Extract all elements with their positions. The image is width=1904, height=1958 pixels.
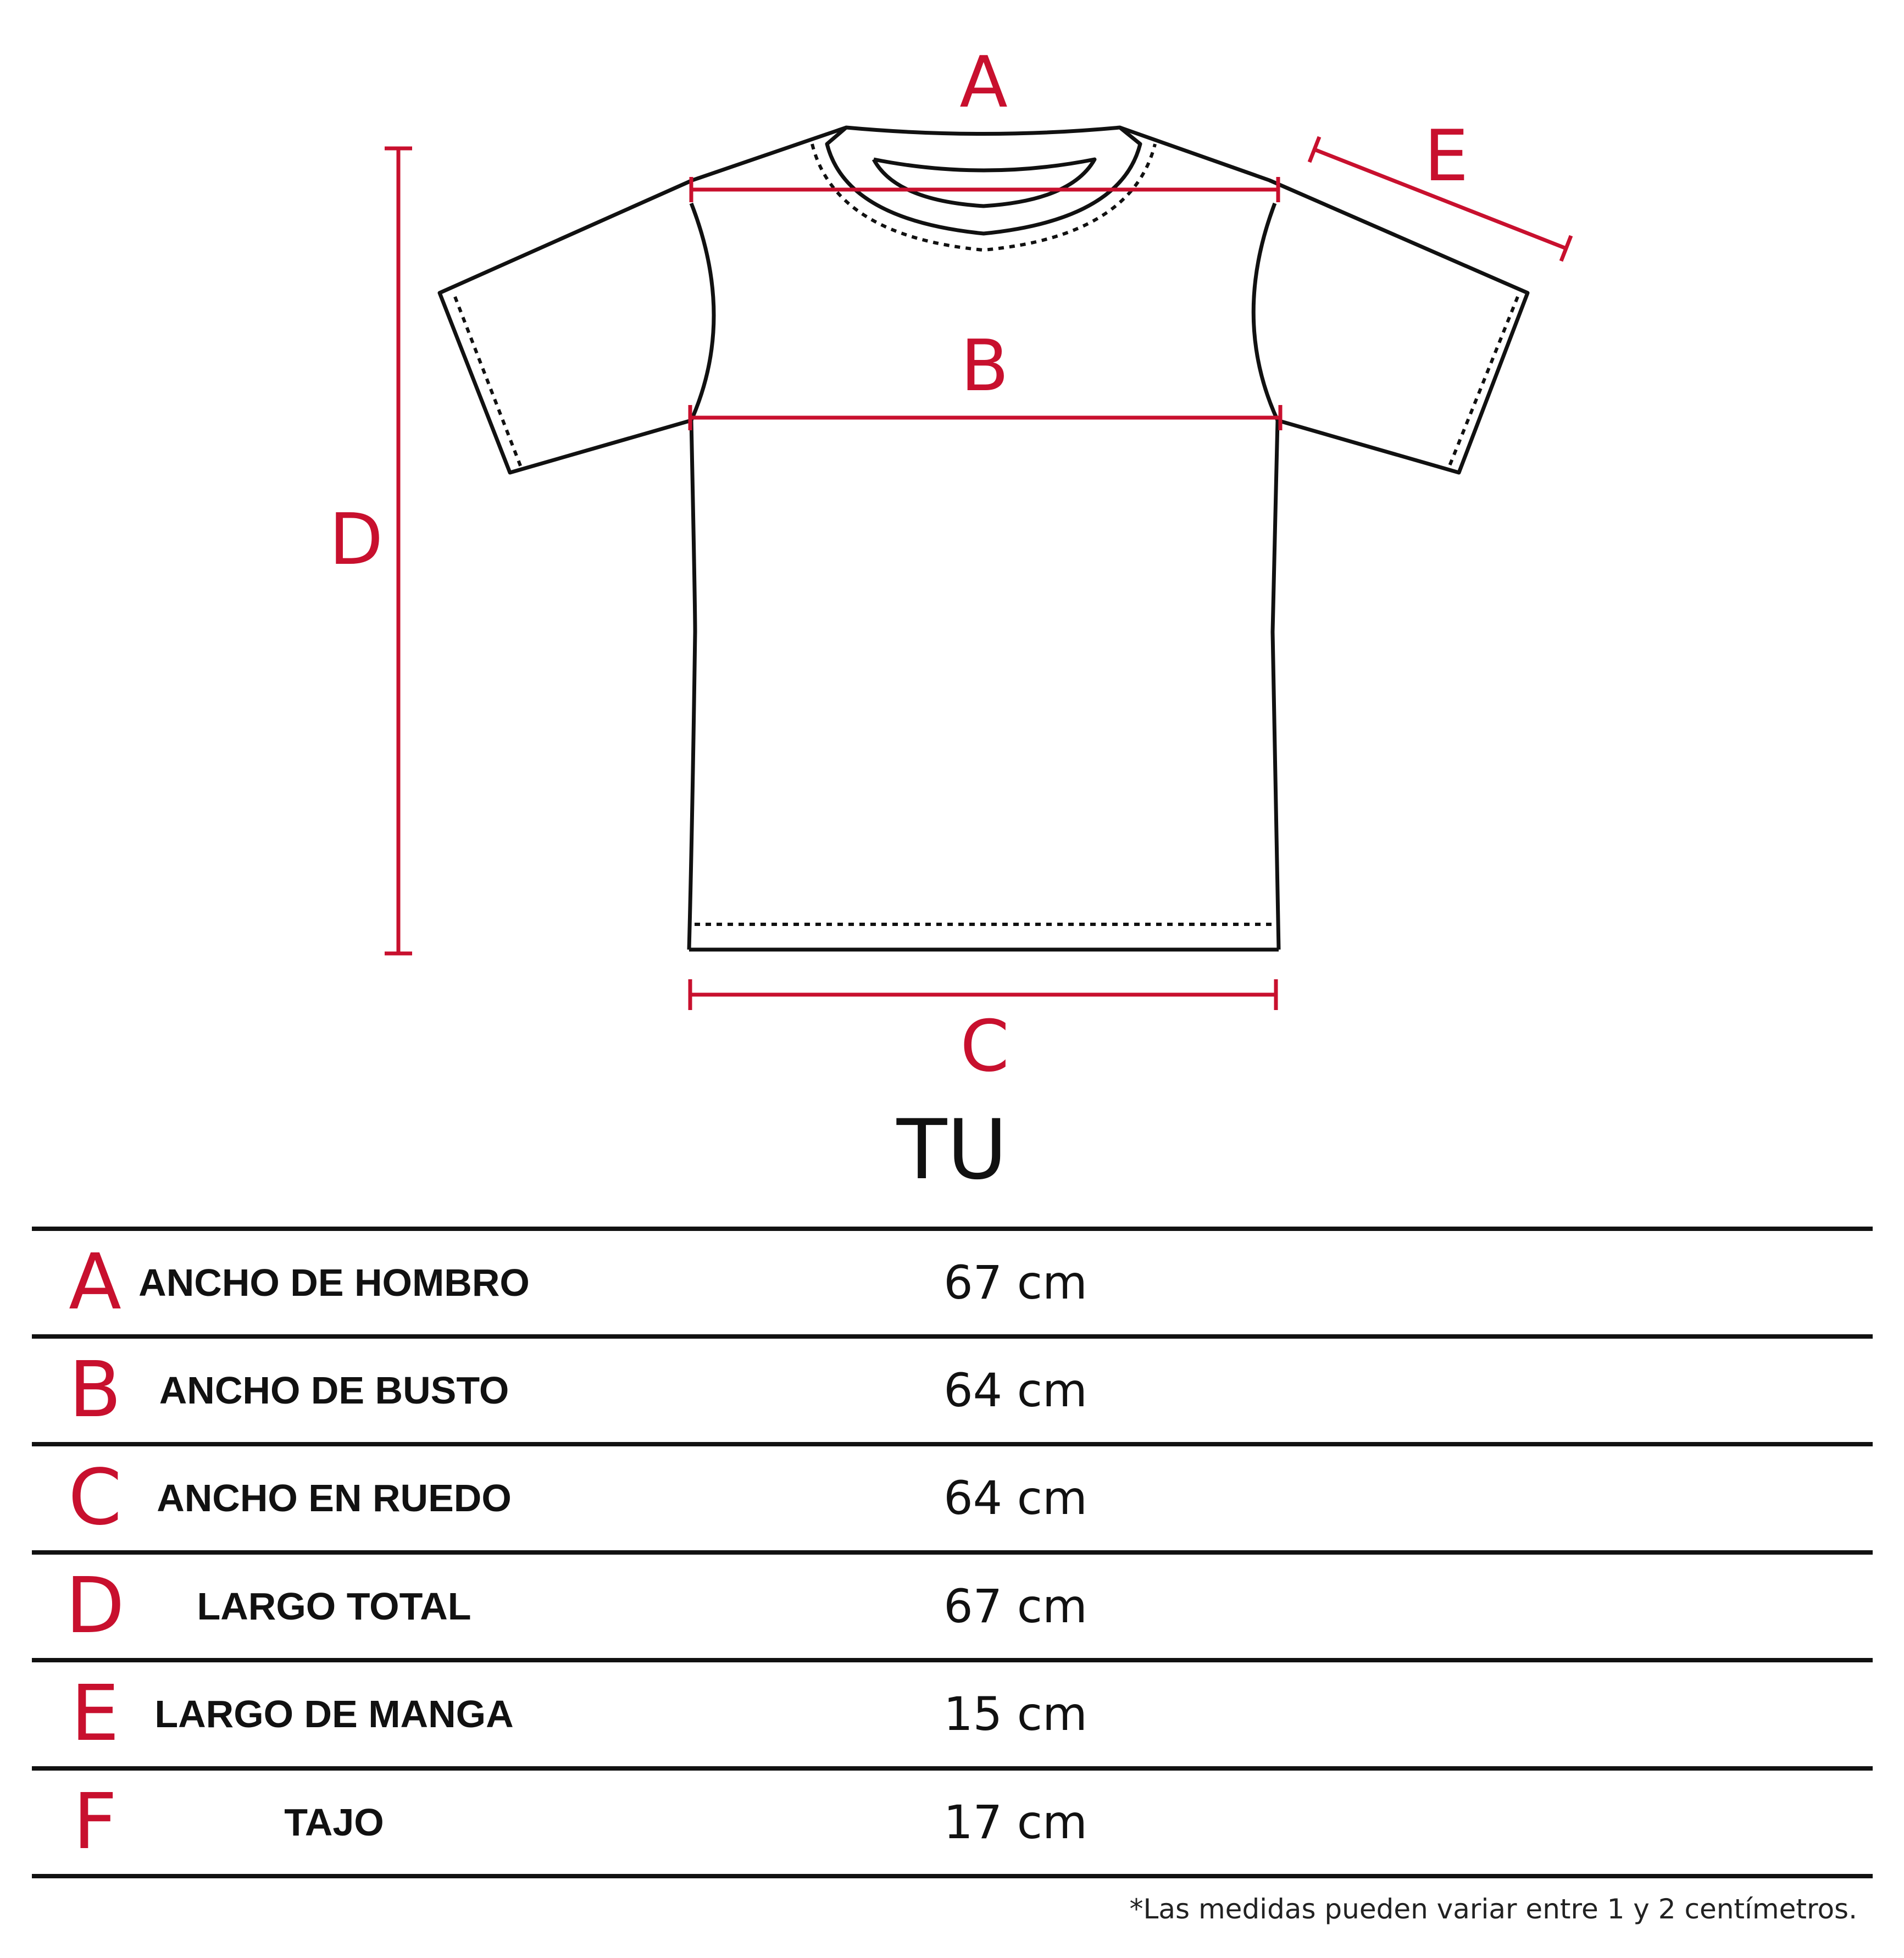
table-rule xyxy=(32,1658,1873,1662)
collar-inner xyxy=(874,159,1095,206)
left-sleeve-stitch xyxy=(455,297,521,467)
table-row xyxy=(32,1231,1873,1334)
table-row xyxy=(32,1446,1873,1550)
dimension-e-letter: E xyxy=(1424,115,1469,197)
row-letter: D xyxy=(65,1561,125,1651)
collar-outer xyxy=(827,127,1140,234)
row-letter: E xyxy=(70,1669,120,1759)
row-letter: C xyxy=(68,1453,122,1543)
right-sleeve-stitch xyxy=(1449,297,1518,467)
table-rule xyxy=(32,1550,1873,1555)
table-rule xyxy=(32,1334,1873,1339)
row-value: 64 cm xyxy=(943,1363,1087,1417)
table-row xyxy=(32,1555,1873,1658)
row-value: 15 cm xyxy=(943,1687,1087,1741)
tshirt-outline xyxy=(440,127,1528,950)
row-value: 17 cm xyxy=(943,1795,1087,1849)
stitch-lines xyxy=(455,144,1518,924)
left-armhole-curve xyxy=(691,203,714,420)
tshirt-left-side xyxy=(440,127,846,950)
row-letter: B xyxy=(68,1345,122,1435)
row-label: ANCHO DE HOMBRO xyxy=(138,1261,530,1304)
table-row xyxy=(32,1339,1873,1442)
right-armhole-curve xyxy=(1253,203,1278,420)
dimension-d-letter: D xyxy=(329,499,384,581)
dimension-lines xyxy=(385,137,1571,1010)
table-rule xyxy=(32,1874,1873,1878)
row-value: 67 cm xyxy=(943,1579,1087,1633)
dimension-b-line xyxy=(690,405,1280,430)
dimension-a-line xyxy=(691,177,1278,202)
dimension-b-letter: B xyxy=(961,325,1009,407)
tshirt-right-side xyxy=(1120,127,1528,950)
table-rule xyxy=(32,1227,1873,1231)
row-label: LARGO TOTAL xyxy=(197,1585,471,1628)
size-title: TU xyxy=(896,1102,1008,1198)
row-value: 67 cm xyxy=(943,1256,1087,1310)
row-label: TAJO xyxy=(284,1801,384,1844)
table-rule xyxy=(32,1766,1873,1771)
table-rule xyxy=(32,1442,1873,1446)
row-label: LARGO DE MANGA xyxy=(154,1693,514,1735)
table-row xyxy=(32,1771,1873,1874)
table-row xyxy=(32,1662,1873,1766)
row-letter: F xyxy=(73,1777,118,1867)
footnote: *Las medidas pueden variar entre 1 y 2 centímetros. xyxy=(1129,1893,1857,1925)
row-label: ANCHO DE BUSTO xyxy=(159,1369,509,1412)
row-letter: A xyxy=(69,1238,121,1327)
row-value: 64 cm xyxy=(943,1471,1087,1525)
dimension-a-letter: A xyxy=(959,42,1008,124)
dimension-d-line xyxy=(385,148,412,953)
row-label: ANCHO EN RUEDO xyxy=(157,1477,512,1519)
dimension-c-letter: C xyxy=(960,1006,1009,1088)
